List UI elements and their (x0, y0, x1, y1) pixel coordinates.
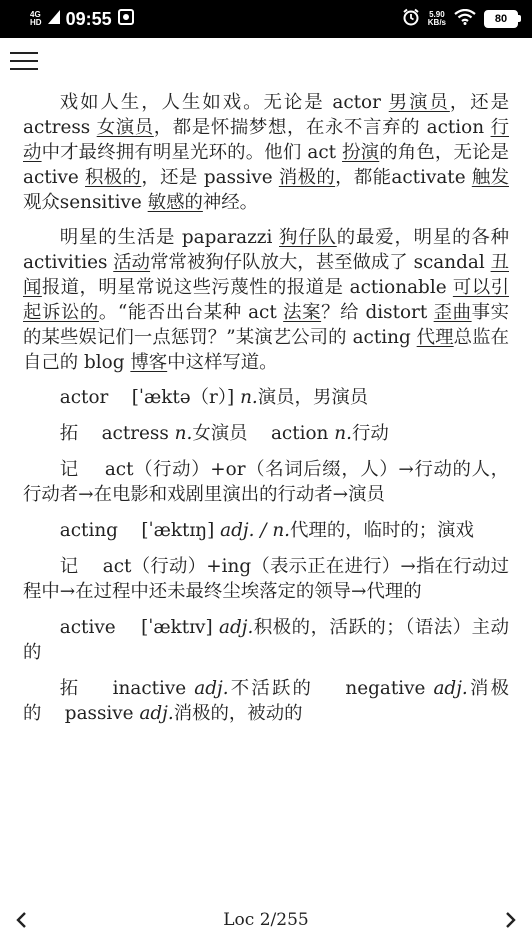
reader-content[interactable] (23, 90, 509, 737)
entry-word: actor (59, 387, 109, 408)
location-indicator: Loc 2/255 (223, 910, 309, 930)
network-type: 4G (30, 10, 41, 19)
vocab-entry-active (23, 615, 509, 665)
entry-definition: 女演员 (192, 423, 248, 444)
entry-word: actress (101, 423, 169, 444)
text-run: 报道，明星常说这些污蔑性的报道是 actionable (41, 277, 453, 298)
vocab-highlight: 女演员 (96, 117, 154, 138)
vocab-entry-actor (23, 385, 509, 410)
vocab-mnemonic-acting (23, 554, 509, 604)
status-right (402, 9, 518, 29)
entry-word: passive (64, 703, 134, 724)
hamburger-menu-icon[interactable] (10, 52, 38, 74)
vocab-highlight: 男演员 (388, 92, 450, 113)
text-run: 。“能否出台某种 act (98, 302, 284, 323)
network-speed (428, 11, 446, 27)
network-speed-value: 5.90 (429, 10, 445, 19)
vocab-extension-actor (23, 421, 509, 446)
text-run: 事实的某些娱记们一点惩罚？”某演艺公司的 acting (23, 302, 509, 348)
entry-definition: 不活跃的 (228, 678, 314, 699)
battery-level: 80 (494, 13, 508, 25)
vocab-mnemonic-actor (23, 457, 509, 507)
text-run: 观众sensitive (23, 192, 148, 213)
entry-definition: 消极的，被动的 (173, 703, 303, 724)
text-run: ，还是 actress (23, 92, 509, 138)
entry-label: 拓 (59, 423, 79, 444)
vocab-highlight: 歪曲 (433, 302, 472, 323)
entry-pos: adj. (139, 703, 174, 724)
entry-pos: n. (174, 423, 193, 444)
text-run: ，还是 passive (141, 167, 279, 188)
entry-pos: adj. (433, 678, 468, 699)
text-run: 明星的生活是 paparazzi (59, 227, 280, 248)
text-run: 的角色，无论是 active (23, 142, 509, 188)
entry-mnemonic: act（行动）+ing（表示正在进行）→指在行动过程中→在过程中还未最终尘埃落定的领导→代理的 (23, 556, 509, 602)
network-subtype: HD (30, 18, 42, 27)
vocab-highlight: 狗仔队 (279, 227, 337, 248)
signal-icon (48, 10, 60, 29)
entry-word: acting (59, 520, 118, 541)
vocab-highlight: 触发 (471, 167, 509, 188)
menu-line-3 (10, 68, 38, 70)
menu-line-2 (10, 60, 38, 62)
chevron-right-icon[interactable] (494, 905, 518, 935)
vocab-highlight: 活动 (113, 252, 151, 273)
text-run: ，都是怀揣梦想，在永不言弃的 action (153, 117, 491, 138)
reader-footer (0, 905, 532, 935)
text-run: 中这样写道。 (167, 352, 278, 373)
vocab-highlight: 法案 (283, 302, 322, 323)
text-run: 总监在自己的 blog (23, 327, 509, 373)
text-run: 常常被狗仔队放大，甚至做成了 scandal (150, 252, 491, 273)
entry-pos: n. (240, 387, 258, 408)
entry-pronunciation: [ˈæktɪŋ] (141, 520, 215, 541)
entry-definition: 行动 (351, 423, 389, 444)
menu-line-1 (10, 52, 38, 54)
vocab-highlight: 行动 (23, 117, 509, 163)
screenshot-notification-icon (118, 9, 134, 30)
entry-pos: adj. (194, 678, 229, 699)
vocab-highlight: 敏感的 (147, 192, 203, 213)
status-left (30, 9, 134, 29)
entry-word: negative (345, 678, 426, 699)
network-indicator (30, 11, 42, 27)
vocab-entry-acting (23, 518, 509, 543)
entry-word: action (270, 423, 329, 444)
entry-pronunciation: [ˈæktə（r）] (131, 387, 235, 408)
vocab-highlight: 可以引起诉讼的 (23, 277, 509, 323)
entry-pos: n. (334, 423, 352, 444)
entry-label: 记 (59, 459, 79, 480)
wifi-icon (454, 9, 476, 30)
story-paragraph-2 (23, 225, 509, 375)
battery-icon (484, 10, 518, 28)
text-run: 戏如人生，人生如戏。无论是 actor (59, 92, 389, 113)
entry-word: active (59, 617, 116, 638)
clock: 09:55 (65, 8, 112, 29)
entry-pos: adj. (219, 617, 254, 638)
entry-label: 拓 (59, 678, 81, 699)
vocab-highlight: 丑闻 (23, 252, 509, 298)
entry-definition: 积极的，活跃的；（语法）主动的 (23, 617, 509, 663)
vocab-highlight: 代理 (416, 327, 454, 348)
text-run: 中才最终拥有明星光环的。他们 act (41, 142, 343, 163)
text-run: ，都能activate (335, 167, 472, 188)
vocab-highlight: 积极的 (85, 167, 142, 188)
entry-pronunciation: [ˈæktɪv] (141, 617, 213, 638)
story-paragraph-1 (23, 90, 509, 215)
vocab-highlight: 消极的 (278, 167, 336, 188)
status-bar (0, 0, 532, 38)
vocab-highlight: 博客 (130, 352, 168, 373)
entry-mnemonic: act（行动）+or（名词后缀，人）→行动的人，行动者→在电影和戏剧里演出的行动者→演员 (23, 459, 509, 505)
entry-definition: 演员，男演员 (257, 387, 369, 408)
entry-definition: 代理的，临时的；演戏 (290, 520, 474, 541)
entry-definition: 消极的 (23, 678, 509, 724)
entry-pos: adj. / n. (220, 520, 291, 541)
vocab-highlight: 扮演 (342, 142, 380, 163)
vocab-extension-active (23, 676, 509, 726)
text-run: 神经。 (202, 192, 259, 213)
text-run: 的最爱，明星的各种 activities (23, 227, 509, 273)
network-speed-unit: KB/s (427, 18, 446, 27)
text-run: ？给 distort (321, 302, 434, 323)
entry-word: inactive (112, 678, 187, 699)
entry-label: 记 (59, 556, 79, 577)
alarm-icon (402, 8, 420, 31)
